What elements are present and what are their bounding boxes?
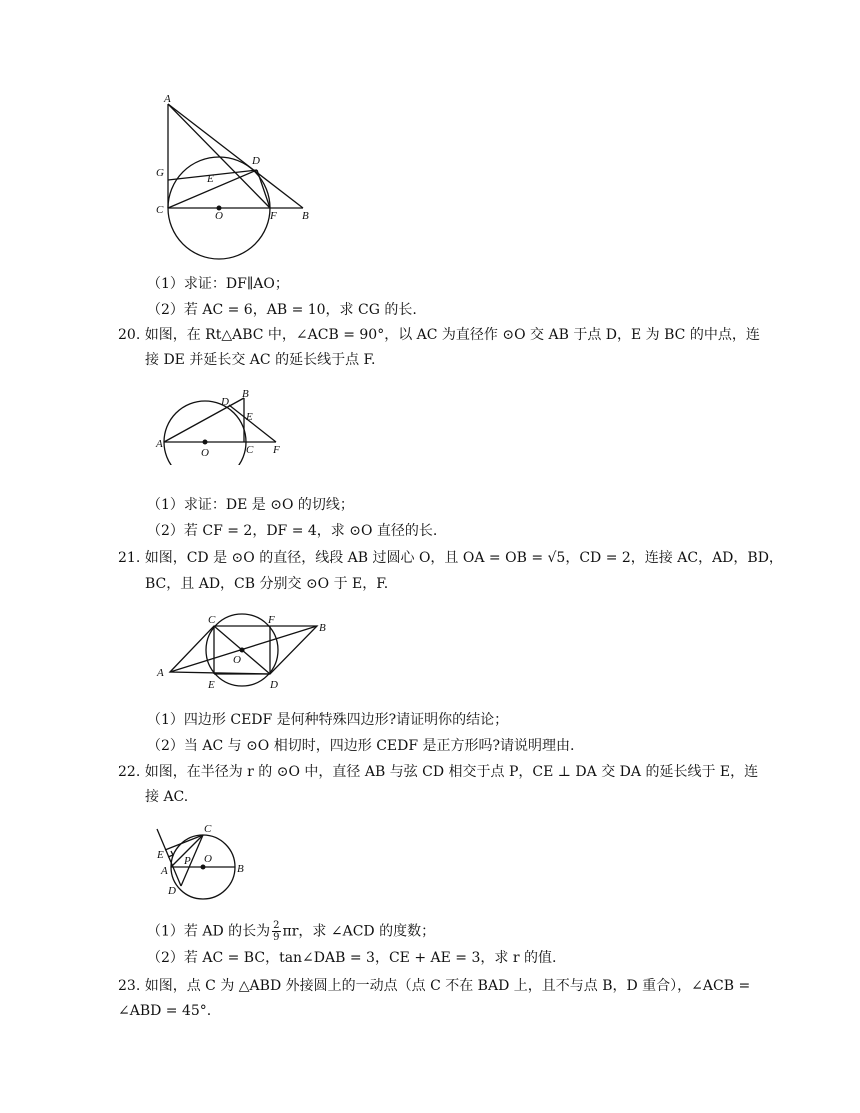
label-F: F [268,614,275,626]
q20-part2: （2）若 CF = 2，DF = 4，求 ⊙O 直径的长. [147,523,438,539]
label-E: E [207,173,214,185]
q20-line2: 接 DE 并延长交 AC 的延长线于点 F. [145,352,376,368]
q22-line2: 接 AC. [145,789,189,805]
label-A: A [157,667,164,679]
q19-part1: （1）求证：DF∥AO； [147,276,289,292]
label-D: D [221,396,229,408]
q21-part1: （1）四边形 CEDF 是何种特殊四边形?请证明你的结论； [147,712,509,728]
q23-line2: ∠ABD = 45°. [118,1003,212,1019]
figure-q20 [150,385,290,465]
q22-part2: （2）若 AC = BC，tan∠DAB = 3，CE + AE = 3，求 r 的值. [147,950,557,966]
q22-line1: 22. 如图，在半径为 r 的 ⊙O 中，直径 AB 与弦 CD 相交于点 P，CE ⊥ DA 交 DA 的延长线于 E，连 [118,764,759,780]
fraction [272,920,280,943]
q20-part1: （1）求证：DE 是 ⊙O 的切线； [147,497,354,513]
label-E: E [246,411,253,423]
label-C: C [156,204,164,216]
label-D: D [270,679,278,691]
q23-line1: 23. 如图，点 C 为 △ABD 外接圆上的一动点（点 C 不在 BAD 上，且不与点 B，D 重合），∠ACB = [118,978,751,994]
label-C: C [246,444,254,456]
q19-part2: （2）若 AC = 6，AB = 10，求 CG 的长. [147,302,417,318]
q22-part1-prefix: （1）若 AD 的长为 [147,923,271,940]
label-E: E [157,849,164,861]
label-D: D [252,155,260,167]
label-A: A [156,438,163,450]
fraction-denominator: 9 [273,932,280,943]
q21-part2: （2）当 AC 与 ⊙O 相切时，四边形 CEDF 是正方形吗?请说明理由. [147,738,575,754]
label-G: G [156,167,164,179]
figure-q21 [150,608,340,693]
label-B: B [237,863,244,875]
label-O: O [201,447,209,459]
label-B: B [302,210,309,222]
q21-line1: 21. 如图，CD 是 ⊙O 的直径，线段 AB 过圆心 O，且 OA = OB = √5，CD = 2，连接 AC，AD，BD， [118,550,783,566]
label-F: F [270,210,277,222]
label-O: O [233,654,241,666]
label-A: A [161,865,168,877]
fraction-numerator: 2 [273,920,280,931]
label-E: E [208,679,215,691]
label-P: P [184,855,191,867]
figure-q22 [150,820,250,900]
label-B: B [319,622,326,634]
label-B: B [242,388,249,400]
q20-line1: 20. 如图，在 Rt△ABC 中，∠ACB = 90°，以 AC 为直径作 ⊙O 交 AB 于点 D，E 为 BC 的中点，连 [118,327,760,343]
q21-line2: BC，且 AD，CB 分别交 ⊙O 于 E，F. [145,576,389,592]
label-A: A [164,93,171,105]
label-C: C [208,614,216,626]
label-F: F [273,444,280,456]
label-C: C [204,823,212,835]
label-D: D [168,885,176,897]
q22-part1 [147,920,435,943]
figure-q19 [150,90,320,260]
label-O: O [204,853,212,865]
q22-part1-suffix: πr，求 ∠ACD 的度数； [282,923,436,940]
label-O: O [215,210,223,222]
